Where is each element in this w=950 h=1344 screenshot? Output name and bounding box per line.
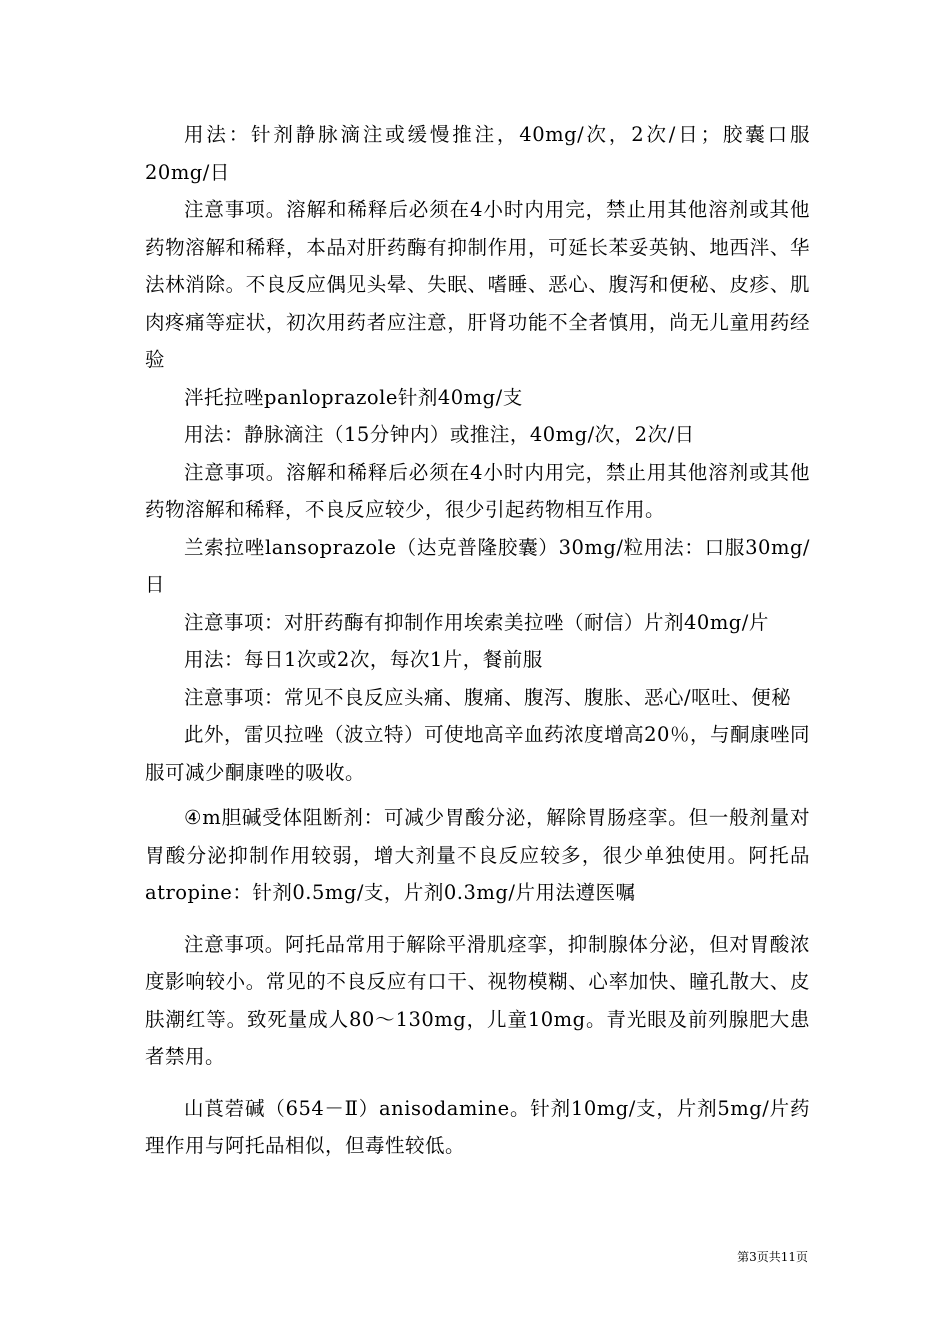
- paragraph-notes-pantoprazole: 注意事项。溶解和稀释后必须在4小时内用完，禁止用其他溶剂或其他药物溶解和稀释，不良反应较少，很少引起药物相互作用。: [145, 460, 810, 521]
- paragraph-notes-atropine: 注意事项。阿托品常用于解除平滑肌痉挛，抑制腺体分泌，但对胃酸浓度影响较小。常见的不良反应有口干、视物模糊、心率加快、瞳孔散大、皮肤潮红等。致死量成人80～130mg，儿童10mg。青光眼及前列腺肥大患者禁用。: [145, 932, 810, 1068]
- paragraph-lansoprazole: 兰索拉唑lansoprazole（达克普隆胶囊）30mg/粒用法：口服30mg/日: [145, 535, 810, 596]
- paragraph-rabeprazole: 此外，雷贝拉唑（波立特）可使地高辛血药浓度增高20％，与酮康唑同服可减少酮康唑的吸收。: [145, 723, 810, 784]
- page-number: 第3页共11页: [737, 1250, 808, 1264]
- paragraph-usage-pantoprazole: 用法：静脉滴注（15分钟内）或推注，40mg/次，2次/日: [184, 423, 695, 446]
- paragraph-notes-omeprazole: 注意事项。溶解和稀释后必须在4小时内用完，禁止用其他溶剂或其他药物溶解和稀释，本品对肝药酶有抑制作用，可延长苯妥英钠、地西泮、华法林消除。不良反应偶见头晕、失眠、嗜睡、恶心、腹泻和便秘、皮疹、肌肉疼痛等症状，初次用药者应注意，肝肾功能不全者慎用，尚无儿童用药经验: [145, 198, 810, 371]
- paragraph-anisodamine: 山莨菪碱（654－Ⅱ）anisodamine。针剂10mg/支，片剂5mg/片药理作用与阿托品相似，但毒性较低。: [145, 1096, 810, 1157]
- paragraph-pantoprazole-title: 泮托拉唑panloprazole针剂40mg/支: [184, 385, 523, 409]
- document-body: [145, 116, 810, 1165]
- paragraph-notes-lansoprazole: 注意事项：对肝药酶有抑制作用埃索美拉唑（耐信）片剂40mg/片: [184, 610, 769, 634]
- paragraph-usage-omeprazole: 用法：针剂静脉滴注或缓慢推注，40mg/次，2次/日；胶囊口服20mg/日: [145, 123, 810, 184]
- paragraph-notes-esomeprazole: 注意事项：常见不良反应头痛、腹痛、腹泻、腹胀、恶心/呕吐、便秘: [184, 685, 792, 709]
- paragraph-usage-esomeprazole: 用法：每日1次或2次，每次1片，餐前服: [184, 648, 543, 671]
- paragraph-anticholinergic: ④m胆碱受体阻断剂：可减少胃酸分泌，解除胃肠痉挛。但一般剂量对胃酸分泌抑制作用较弱，增大剂量不良反应较多，很少单独使用。阿托品atropine：针剂0.5mg/支，片剂0.3mg/片用法遵医嘱: [145, 806, 810, 904]
